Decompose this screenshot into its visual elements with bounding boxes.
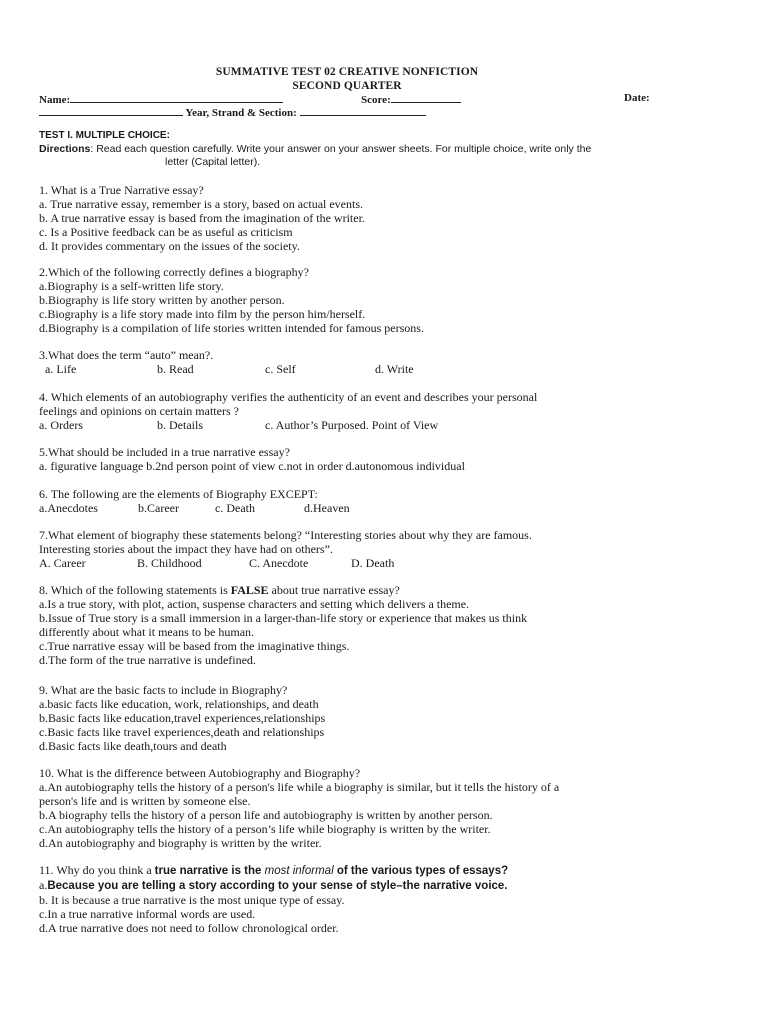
- stem-num: 11. Why do you think a: [39, 863, 155, 877]
- question-stem-line1: 4. Which elements of an autobiography verifies the authenticity of an event and describes your personal: [39, 390, 538, 404]
- option-a: a.Biography is a self-written life story.: [39, 279, 224, 293]
- option-a: a.basic facts like education, work, relationships, and death: [39, 697, 319, 711]
- option-b: b.Basic facts like education,travel experiences,relationships: [39, 711, 326, 725]
- question-stem: 5.What should be included in a true narrative essay?: [39, 445, 290, 459]
- name-blank: [70, 92, 283, 103]
- option-d: d.A true narrative does not need to follow chronological order.: [39, 921, 339, 935]
- question-6: [39, 487, 649, 515]
- option-a: [39, 878, 649, 893]
- score-blank: [391, 92, 461, 103]
- option-d: d. Write: [375, 362, 414, 376]
- score-label: Score:: [361, 94, 391, 106]
- section-label: Year, Strand & Section:: [185, 107, 297, 119]
- page-subtitle: SECOND QUARTER: [292, 80, 402, 92]
- question-stem: 6. The following are the elements of Biography EXCEPT:: [39, 487, 318, 501]
- options-line: a. figurative language b.2nd person point of view c.not in order d.autonomous individual: [39, 459, 465, 473]
- option-b: b.Career: [138, 501, 179, 515]
- stem-bold-2: of the various types of essays?: [333, 865, 509, 877]
- option-c: c.Basic facts like travel experiences,death and relationships: [39, 725, 325, 739]
- question-stem-line1: 7.What element of biography these statements belong? “Interesting stories about why they are famous.: [39, 528, 532, 542]
- directions: [39, 143, 654, 169]
- option-c: c. Is a Positive feedback can be as useful as criticism: [39, 225, 293, 239]
- option-c: c. Death: [215, 501, 255, 515]
- option-a: a. True narrative essay, remember is a story, based on actual events.: [39, 197, 364, 211]
- question-2: [39, 265, 649, 335]
- date-field: [624, 92, 650, 104]
- question-stem: 9. What are the basic facts to include in Biography?: [39, 683, 288, 697]
- option-c: c. Author’s Purposed. Point of View: [265, 418, 439, 432]
- option-a: a.Anecdotes: [39, 501, 98, 515]
- date-label: Date:: [624, 92, 650, 104]
- question-stem: 3.What does the term “auto” mean?.: [39, 348, 214, 362]
- question-9: [39, 683, 649, 753]
- option-a-text: Because you are telling a story according to your sense of style–the narrative voice.: [47, 880, 508, 892]
- option-d: d.Biography is a compilation of life stories written intended for famous persons.: [39, 321, 424, 335]
- score-field: [361, 92, 461, 106]
- name-label: Name:: [39, 94, 71, 106]
- option-b: b.A biography tells the history of a person life and autobiography is written by another person.: [39, 808, 493, 822]
- options-row: [39, 362, 649, 376]
- option-d: D. Death: [351, 556, 395, 570]
- option-b: b. Details: [157, 418, 203, 432]
- option-b: b. Read: [157, 362, 194, 376]
- option-a: a.Is a true story, with plot, action, suspense characters and setting which delivers a theme.: [39, 597, 470, 611]
- test-heading: TEST I. MULTIPLE CHOICE:: [39, 130, 170, 141]
- question-8: [39, 583, 649, 667]
- option-c: c.True narrative essay will be based from the imaginative things.: [39, 639, 350, 653]
- option-a: a. Orders: [39, 418, 83, 432]
- option-b: B. Childhood: [137, 556, 202, 570]
- stem-post: about true narrative essay?: [268, 583, 400, 597]
- directions-label: Directions: [39, 143, 91, 155]
- name-field: [39, 92, 283, 106]
- option-d: d.Basic facts like death,tours and death: [39, 739, 227, 753]
- stem-bold-1: true narrative is the: [154, 865, 265, 877]
- question-stem: [39, 583, 649, 597]
- question-stem: [39, 863, 649, 878]
- stem-pre: 8. Which of the following statements is: [39, 583, 231, 597]
- option-b-line2: differently about what it means to be human.: [39, 625, 255, 639]
- option-a: A. Career: [39, 556, 86, 570]
- option-a: a. Life: [45, 362, 77, 376]
- option-b-line1: b.Issue of True story is a small immersion in a larger-than-life story or experience that makes us think: [39, 611, 528, 625]
- question-11: [39, 863, 649, 935]
- question-3: [39, 348, 649, 376]
- option-b: b.Biography is life story written by another person.: [39, 293, 285, 307]
- question-10: [39, 766, 649, 850]
- option-a-letter: a.: [39, 878, 48, 892]
- option-c: C. Anecdote: [249, 556, 309, 570]
- stem-italic: most informal: [264, 865, 334, 877]
- question-7: [39, 528, 649, 570]
- question-stem: 10. What is the difference between Autobiography and Biography?: [39, 766, 361, 780]
- options-row: [39, 418, 649, 432]
- question-stem-line2: Interesting stories about the impact they have had on others”.: [39, 542, 333, 556]
- option-c: c.In a true narrative informal words are used.: [39, 907, 256, 921]
- option-d: d. It provides commentary on the issues of the society.: [39, 239, 300, 253]
- page-title: SUMMATIVE TEST 02 CREATIVE NONFICTION: [215, 66, 479, 78]
- date-blank: [39, 105, 183, 116]
- options-row: [39, 556, 649, 570]
- option-c: c.An autobiography tells the history of a person’s life while biography is written by the writer.: [39, 822, 491, 836]
- option-c: c. Self: [265, 362, 296, 376]
- section-field: [39, 105, 426, 119]
- option-d: d.Heaven: [304, 501, 350, 515]
- question-stem-line2: feelings and opinions on certain matters ?: [39, 404, 239, 418]
- question-1: [39, 183, 649, 253]
- directions-text: : Read each question carefully. Write your answer on your answer sheets. For multiple choice, write only the: [90, 143, 592, 155]
- stem-false: FALSE: [230, 583, 269, 597]
- option-c: c.Biography is a life story made into film by the person him/herself.: [39, 307, 366, 321]
- option-d: d.An autobiography and biography is written by the writer.: [39, 836, 322, 850]
- question-4: [39, 390, 649, 432]
- question-5: [39, 445, 649, 473]
- directions-cont: letter (Capital letter).: [165, 156, 261, 168]
- option-b: b. A true narrative essay is based from the imagination of the writer.: [39, 211, 365, 225]
- options-row: [39, 501, 649, 515]
- option-b: b. It is because a true narrative is the most unique type of essay.: [39, 893, 345, 907]
- section-blank: [300, 105, 426, 116]
- option-a-line1: a.An autobiography tells the history of a person's life while a biography is similar, but it tells the history of a: [39, 780, 560, 794]
- question-stem: 2.Which of the following correctly defines a biography?: [39, 265, 309, 279]
- option-d: d.The form of the true narrative is undefined.: [39, 653, 256, 667]
- option-a-line2: person's life and is written by someone else.: [39, 794, 251, 808]
- question-stem: 1. What is a True Narrative essay?: [39, 183, 204, 197]
